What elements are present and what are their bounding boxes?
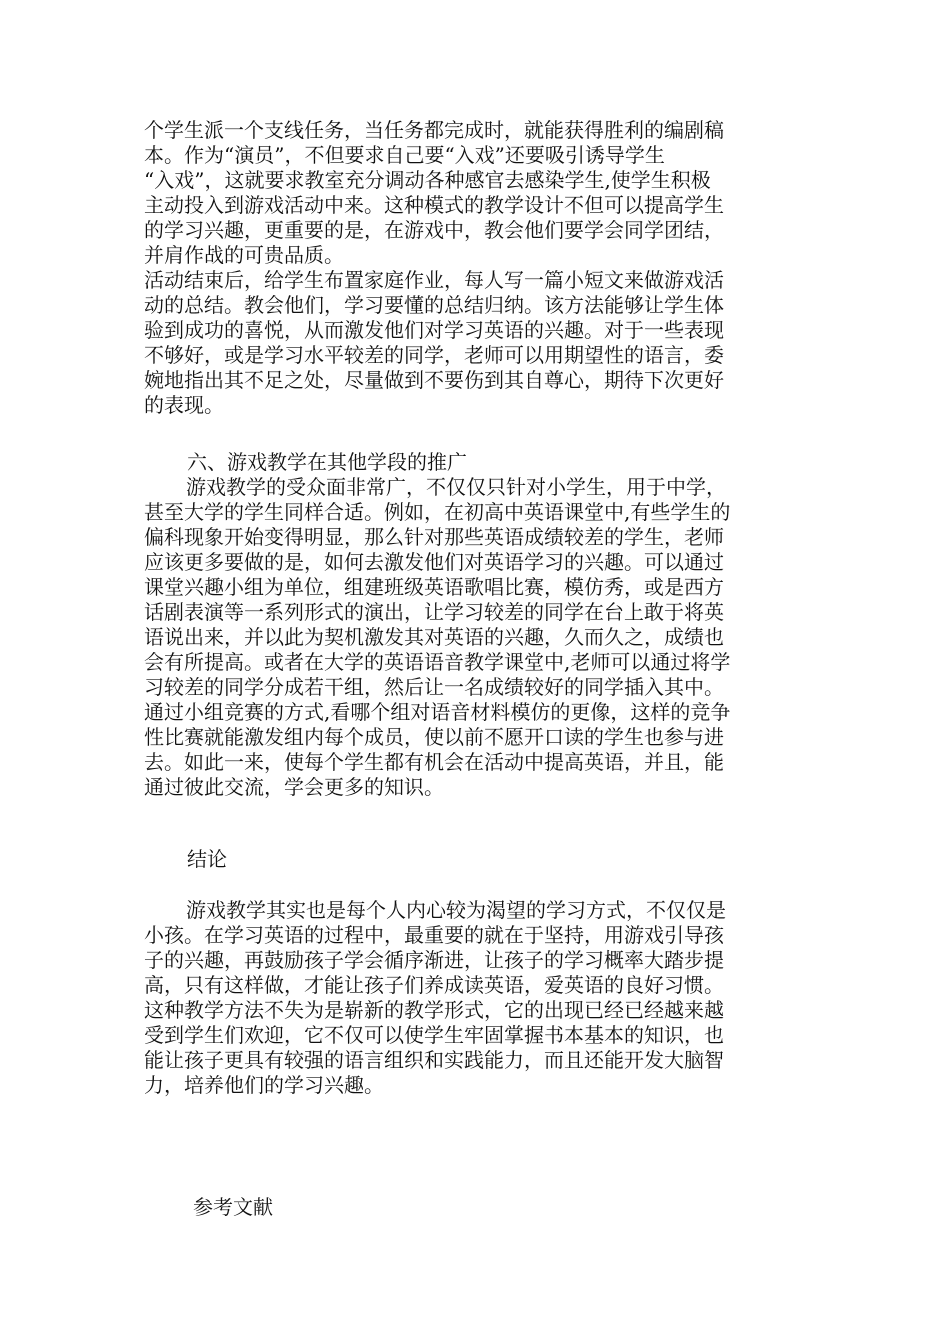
text-line: 语说出来，并以此为契机激发其对英语的兴趣，久而久之，成绩也 (144, 625, 724, 649)
text-line: 动的总结。教会他们，学习要懂的总结归纳。该方法能够让学生体 (144, 293, 724, 317)
text-line: 的学习兴趣，更重要的是，在游戏中，教会他们要学会同学团结， (144, 218, 724, 242)
text-line: 会有所提高。或者在大学的英语语音教学课堂中,老师可以通过将学 (144, 650, 731, 674)
references-heading: 参考文献 (193, 1195, 273, 1219)
text-line: 力，培养他们的学习兴趣。 (144, 1073, 384, 1097)
text-line: 个学生派一个支线任务，当任务都完成时，就能获得胜利的编剧稿 (144, 118, 724, 142)
section-6-heading: 六、游戏教学在其他学段的推广 (187, 450, 467, 474)
text-line: 主动投入到游戏活动中来。这种模式的教学设计不但可以提高学生 (144, 193, 724, 217)
text-line: 通过彼此交流，学会更多的知识。 (144, 775, 444, 799)
text-line: 游戏教学的受众面非常广，不仅仅只针对小学生，用于中学， (186, 475, 726, 499)
text-line: 受到学生们欢迎，它不仅可以使学生牢固掌握书本基本的知识，也 (144, 1023, 724, 1047)
paragraph-2 (144, 268, 808, 418)
text-line: “入戏”，这就要求教室充分调动各种感官去感染学生,使学生积极 (144, 168, 711, 192)
text-line: 并肩作战的可贵品质。 (144, 243, 344, 267)
text-line: 甚至大学的学生同样合适。例如，在初高中英语课堂中,有些学生的 (144, 500, 731, 524)
paragraph-1 (144, 118, 808, 268)
text-line: 婉地指出其不足之处，尽量做到不要伤到其自尊心，期待下次更好 (144, 368, 724, 392)
text-line: 活动结束后，给学生布置家庭作业，每人写一篇小短文来做游戏活 (144, 268, 724, 292)
text-line: 能让孩子更具有较强的语言组织和实践能力，而且还能开发大脑智 (144, 1048, 724, 1072)
text-line: 验到成功的喜悦，从而激发他们对学习英语的兴趣。对于一些表现 (144, 318, 724, 342)
text-line: 偏科现象开始变得明显，那么针对那些英语成绩较差的学生，老师 (144, 525, 724, 549)
text-line: 高，只有这样做，才能让孩子们养成读英语，爱英语的良好习惯。 (144, 973, 724, 997)
text-line: 应该更多要做的是，如何去激发他们对英语学习的兴趣。可以通过 (144, 550, 724, 574)
text-line: 这种教学方法不失为是崭新的教学形式，它的出现已经已经越来越 (144, 998, 724, 1022)
text-line: 习较差的同学分成若干组，然后让一名成绩较好的同学插入其中。 (144, 675, 724, 699)
section-6-body (144, 475, 808, 800)
text-line: 子的兴趣，再鼓励孩子学会循序渐进，让孩子的学习概率大踏步提 (144, 948, 724, 972)
text-line: 性比赛就能激发组内每个成员，使以前不愿开口读的学生也参与进 (144, 725, 724, 749)
conclusion-heading: 结论 (187, 847, 227, 871)
text-line: 话剧表演等一系列形式的演出，让学习较差的同学在台上敢于将英 (144, 600, 724, 624)
text-line: 去。如此一来，使每个学生都有机会在活动中提高英语，并且，能 (144, 750, 724, 774)
text-line: 不够好，或是学习水平较差的同学，老师可以用期望性的语言，委 (144, 343, 724, 367)
conclusion-body (144, 898, 808, 1098)
text-line: 小孩。在学习英语的过程中，最重要的就在于坚持，用游戏引导孩 (144, 923, 724, 947)
text-line: 游戏教学其实也是每个人内心较为渴望的学习方式，不仅仅是 (186, 898, 726, 922)
text-line: 的表现。 (144, 393, 224, 417)
text-line: 通过小组竞赛的方式,看哪个组对语音材料模仿的更像，这样的竞争 (144, 700, 731, 724)
text-line: 课堂兴趣小组为单位，组建班级英语歌唱比赛，模仿秀，或是西方 (144, 575, 724, 599)
text-line: 本。作为“演员”，不但要求自己要“入戏”还要吸引诱导学生 (144, 143, 665, 167)
